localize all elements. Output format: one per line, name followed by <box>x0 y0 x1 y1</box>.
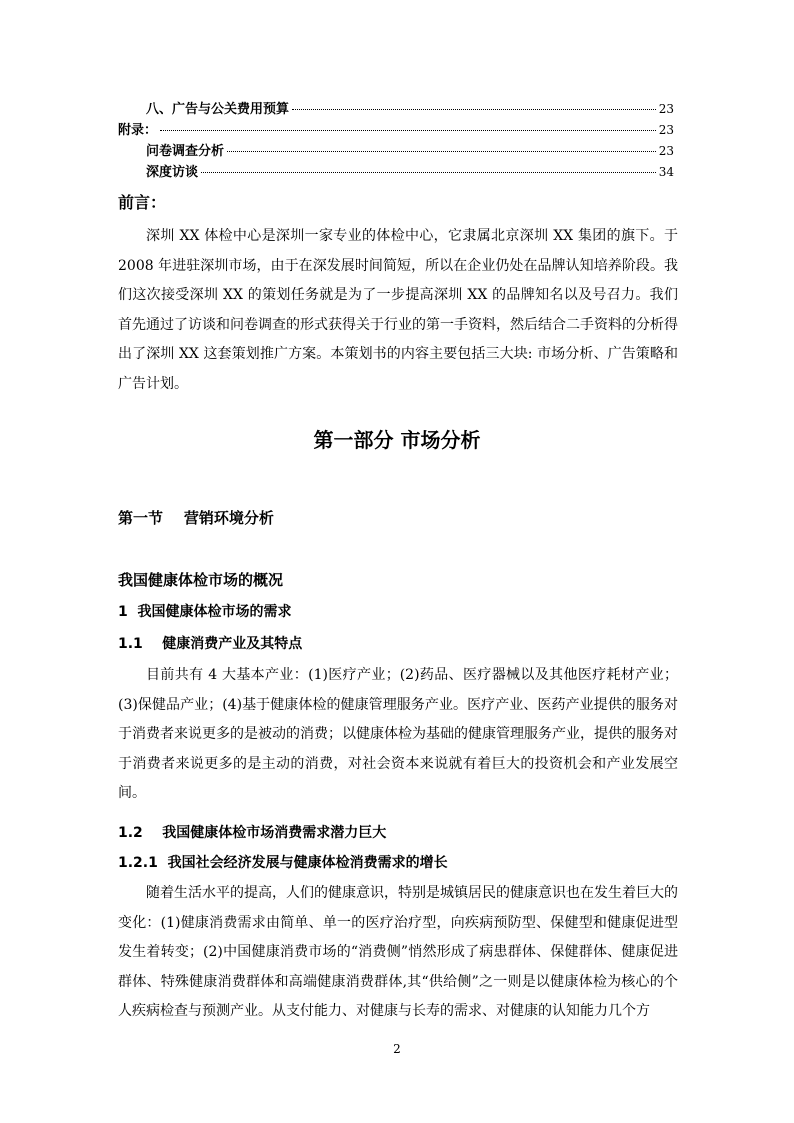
heading-1: 1 我国健康体检市场的需求 <box>118 604 292 620</box>
toc-entry[interactable] <box>118 140 674 161</box>
toc-entry[interactable] <box>118 161 674 182</box>
toc-leader <box>160 130 656 131</box>
toc-entry-label: 深度访谈 <box>146 165 199 180</box>
preface-heading: 前言： <box>118 193 167 212</box>
part-title: 第一部分 市场分析 <box>313 428 481 452</box>
page-number: 2 <box>393 1042 401 1056</box>
toc-leader <box>227 151 656 152</box>
overview-heading: 我国健康体检市场的概况 <box>118 571 284 589</box>
toc-entry-page: 23 <box>658 144 674 158</box>
toc-entry-page: 23 <box>658 102 674 116</box>
toc-leader <box>292 109 656 110</box>
table-of-contents <box>118 98 674 182</box>
toc-entry[interactable] <box>118 119 674 140</box>
heading-1-2: 1.2 我国健康体检市场消费需求潜力巨大 <box>118 825 387 841</box>
toc-entry-label: 八、广告与公关费用预算 <box>146 102 290 117</box>
toc-leader <box>201 172 656 173</box>
heading-1-2-1: 1.2.1 我国社会经济发展与健康体检消费需求的增长 <box>118 855 448 871</box>
section-heading: 第一节 营销环境分析 <box>118 509 274 527</box>
paragraph-health-industries: 目前共有 4 大基本产业：(1)医疗产业；(2)药品、医疗器械以及其他医疗耗材产业；(3)保健品产业；(4)基于健康体检的健康管理服务产业。医疗产业、医药产业提供的服务对于消费者来说更多的是被动的消费；以健康体检为基础的健康管理服务产业，提供的服务对于消费者来说更多的是主动的消费，对社会资本来说就有着巨大的投资机会和产业发展空间。 <box>118 667 678 801</box>
preface-paragraph: 深圳 XX 体检中心是深圳一家专业的体检中心，它隶属北京深圳 XX 集团的旗下。于 2008 年进驻深圳市场，由于在深发展时间简短，所以在企业仍处在品牌认知培养阶段。我们这次接受深圳 XX 的策划任务就是为了一步提高深圳 XX 的品牌知名以及号召力。我们首先通过了访谈和问卷调查的形式获得关于行业的第一手资料，然后结合二手资料的分析得出了深圳 XX 这套策划推广方案。本策划书的内容主要包括三大块: 市场分析、广告策略和广告计划。 <box>118 228 678 392</box>
toc-entry-label: 问卷调查分析 <box>146 144 225 159</box>
heading-1-1: 1.1 健康消费产业及其特点 <box>118 636 303 652</box>
toc-entry[interactable] <box>118 98 674 119</box>
toc-entry-label: 附录： <box>118 123 158 138</box>
toc-entry-page: 34 <box>658 165 674 179</box>
paragraph-demand-growth: 随着生活水平的提高，人们的健康意识，特别是城镇居民的健康意识也在发生着巨大的变化：(1)健康消费需求由简单、单一的医疗治疗型，向疾病预防型、保健型和健康促进型发生着转变；(2)中国健康消费市场的“消费侧”悄然形成了病患群体、保健群体、健康促进群体、特殊健康消费群体和高端健康消费群体,其“供给侧”之一则是以健康体检为核心的个人疾病检查与预测产业。从支付能力、对健康与长寿的需求、对健康的认知能力几个方 <box>118 885 678 1019</box>
toc-entry-page: 23 <box>658 123 674 137</box>
